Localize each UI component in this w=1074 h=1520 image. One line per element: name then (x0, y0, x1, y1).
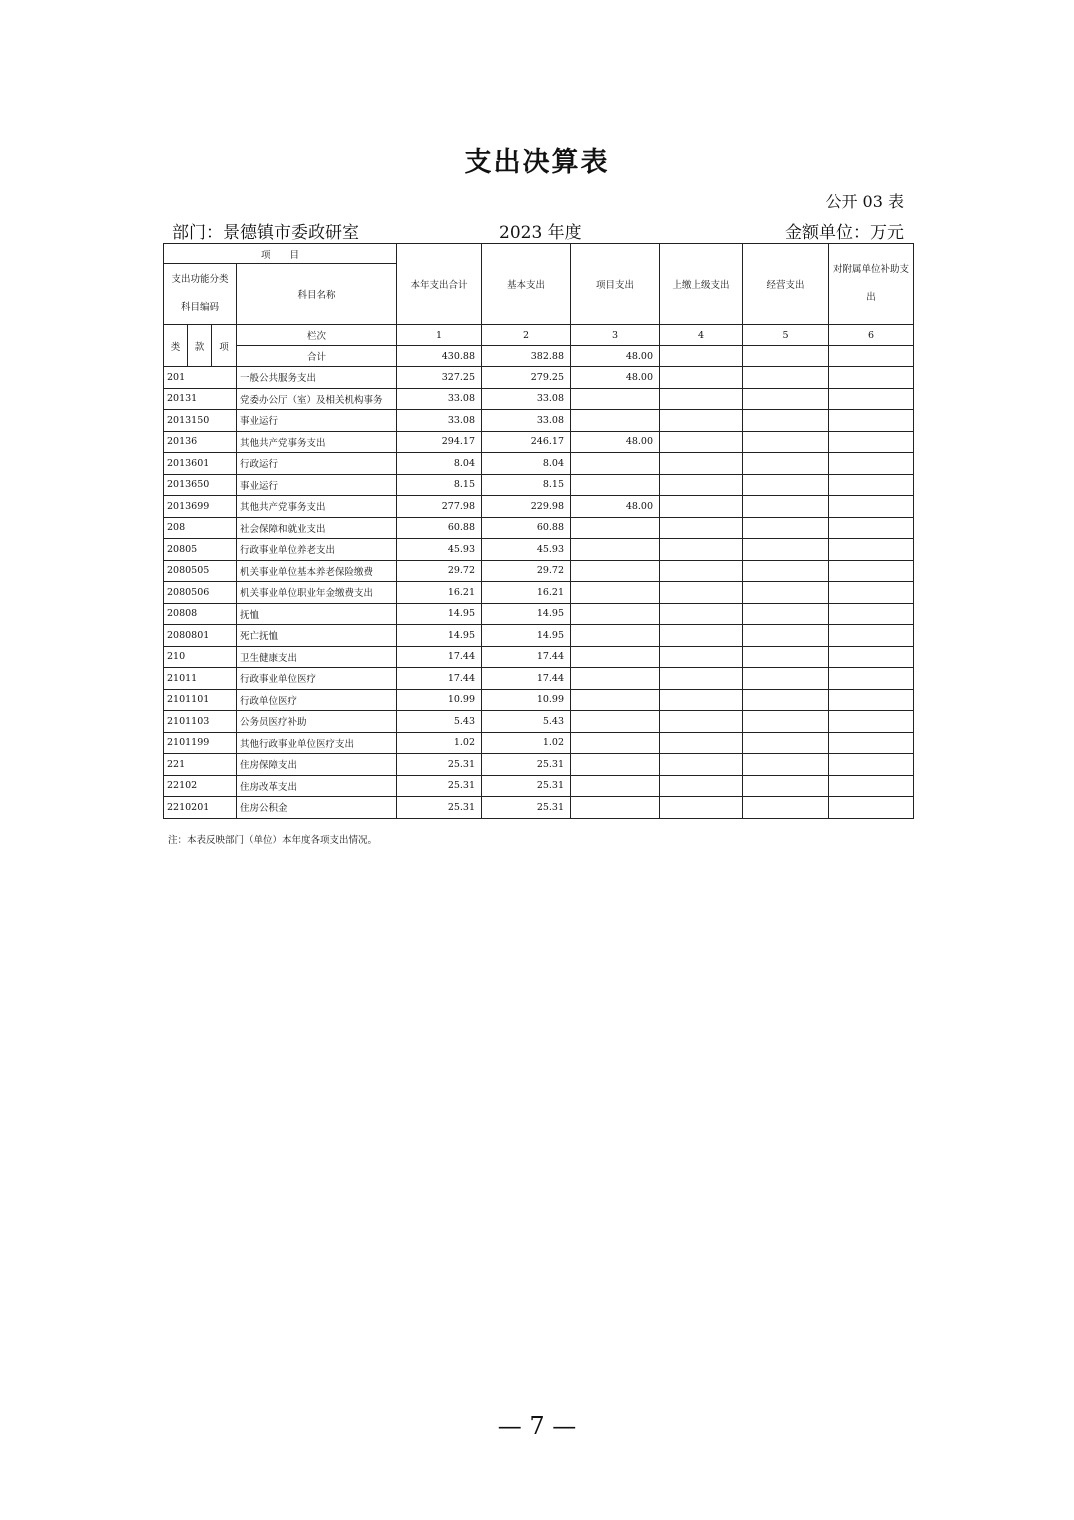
value-col-4 (660, 517, 743, 539)
value-col-2: 229.98 (482, 496, 571, 518)
value-col-3 (571, 668, 660, 690)
value-col-4 (660, 388, 743, 410)
value-col-6 (829, 496, 914, 518)
value-col-1: 25.31 (397, 797, 482, 819)
value-col-6 (829, 517, 914, 539)
total-value-3: 48.00 (571, 346, 660, 367)
value-col-2: 10.99 (482, 689, 571, 711)
subject-code: 2013150 (164, 410, 237, 432)
subject-name: 公务员医疗补助 (237, 711, 397, 733)
meta-row (172, 218, 904, 243)
value-col-1: 33.08 (397, 410, 482, 432)
unit-label: 金额单位：万元 (785, 223, 904, 243)
header-func-code: 支出功能分类科目编码 (164, 264, 237, 325)
value-col-2: 33.08 (482, 410, 571, 432)
subject-name: 党委办公厅（室）及相关机构事务 (237, 388, 397, 410)
col-num-5: 5 (743, 325, 829, 346)
subject-code: 2013650 (164, 474, 237, 496)
table-row (164, 711, 914, 733)
subject-name: 事业运行 (237, 410, 397, 432)
value-col-4 (660, 625, 743, 647)
header-col-5: 经营支出 (743, 244, 829, 325)
value-col-4 (660, 754, 743, 776)
header-kuan: 款 (188, 325, 212, 367)
value-col-5 (743, 646, 829, 668)
value-col-3 (571, 689, 660, 711)
table-row (164, 582, 914, 604)
subject-code: 201 (164, 367, 237, 389)
value-col-5 (743, 582, 829, 604)
value-col-5 (743, 711, 829, 733)
subject-code: 20131 (164, 388, 237, 410)
value-col-2: 25.31 (482, 797, 571, 819)
value-col-6 (829, 732, 914, 754)
subject-name: 行政单位医疗 (237, 689, 397, 711)
subject-code: 20805 (164, 539, 237, 561)
value-col-6 (829, 668, 914, 690)
value-col-6 (829, 711, 914, 733)
value-col-4 (660, 410, 743, 432)
subject-name: 其他共产党事务支出 (237, 431, 397, 453)
table-row (164, 797, 914, 819)
value-col-1: 16.21 (397, 582, 482, 604)
col-num-4: 4 (660, 325, 743, 346)
value-col-3 (571, 410, 660, 432)
value-col-6 (829, 410, 914, 432)
subject-code: 210 (164, 646, 237, 668)
subject-code: 208 (164, 517, 237, 539)
header-col-2: 基本支出 (482, 244, 571, 325)
table-row (164, 732, 914, 754)
subject-code: 221 (164, 754, 237, 776)
value-col-4 (660, 474, 743, 496)
value-col-1: 17.44 (397, 646, 482, 668)
header-xiang: 项 (212, 325, 237, 367)
value-col-4 (660, 646, 743, 668)
subject-code: 2080801 (164, 625, 237, 647)
col-num-3: 3 (571, 325, 660, 346)
value-col-1: 17.44 (397, 668, 482, 690)
table-note: 注：本表反映部门（单位）本年度各项支出情况。 (168, 835, 378, 846)
value-col-6 (829, 560, 914, 582)
value-col-4 (660, 775, 743, 797)
subject-code: 20136 (164, 431, 237, 453)
value-col-1: 60.88 (397, 517, 482, 539)
subject-name: 住房保障支出 (237, 754, 397, 776)
table-row (164, 474, 914, 496)
subject-name: 机关事业单位基本养老保险缴费 (237, 560, 397, 582)
header-lanci: 栏次 (237, 325, 397, 346)
value-col-1: 25.31 (397, 775, 482, 797)
table-row (164, 646, 914, 668)
value-col-1: 45.93 (397, 539, 482, 561)
value-col-6 (829, 603, 914, 625)
value-col-5 (743, 367, 829, 389)
col-num-1: 1 (397, 325, 482, 346)
header-subject-name: 科目名称 (237, 264, 397, 325)
subject-name: 住房公积金 (237, 797, 397, 819)
table-row (164, 431, 914, 453)
value-col-6 (829, 539, 914, 561)
table-row (164, 539, 914, 561)
value-col-1: 1.02 (397, 732, 482, 754)
header-col-6: 对附属单位补助支出 (829, 244, 914, 325)
value-col-5 (743, 625, 829, 647)
value-col-5 (743, 668, 829, 690)
subject-name: 机关事业单位职业年金缴费支出 (237, 582, 397, 604)
value-col-3 (571, 560, 660, 582)
value-col-5 (743, 754, 829, 776)
value-col-4 (660, 453, 743, 475)
subject-name: 死亡抚恤 (237, 625, 397, 647)
value-col-6 (829, 754, 914, 776)
subject-code: 22102 (164, 775, 237, 797)
value-col-6 (829, 625, 914, 647)
value-col-6 (829, 474, 914, 496)
value-col-6 (829, 775, 914, 797)
value-col-2: 17.44 (482, 646, 571, 668)
value-col-3 (571, 603, 660, 625)
value-col-4 (660, 603, 743, 625)
total-value-6 (829, 346, 914, 367)
value-col-2: 29.72 (482, 560, 571, 582)
value-col-3 (571, 517, 660, 539)
subject-code: 2013601 (164, 453, 237, 475)
value-col-4 (660, 711, 743, 733)
value-col-6 (829, 388, 914, 410)
value-col-1: 327.25 (397, 367, 482, 389)
subject-code: 2101101 (164, 689, 237, 711)
table-row (164, 367, 914, 389)
value-col-6 (829, 646, 914, 668)
value-col-5 (743, 775, 829, 797)
table-row (164, 388, 914, 410)
value-col-3: 48.00 (571, 367, 660, 389)
table-row (164, 625, 914, 647)
value-col-2: 25.31 (482, 775, 571, 797)
col-num-2: 2 (482, 325, 571, 346)
value-col-6 (829, 453, 914, 475)
subject-name: 一般公共服务支出 (237, 367, 397, 389)
value-col-4 (660, 496, 743, 518)
value-col-3 (571, 453, 660, 475)
value-col-5 (743, 453, 829, 475)
total-value-5 (743, 346, 829, 367)
value-col-2: 279.25 (482, 367, 571, 389)
subject-code: 2080505 (164, 560, 237, 582)
page-title: 支出决算表 (464, 147, 610, 178)
value-col-1: 25.31 (397, 754, 482, 776)
subject-name: 住房改革支出 (237, 775, 397, 797)
subject-code: 2101103 (164, 711, 237, 733)
value-col-2: 45.93 (482, 539, 571, 561)
value-col-3 (571, 582, 660, 604)
value-col-1: 8.04 (397, 453, 482, 475)
value-col-6 (829, 367, 914, 389)
value-col-5 (743, 474, 829, 496)
value-col-4 (660, 668, 743, 690)
value-col-3 (571, 625, 660, 647)
value-col-5 (743, 431, 829, 453)
value-col-2: 1.02 (482, 732, 571, 754)
table-row (164, 496, 914, 518)
value-col-2: 246.17 (482, 431, 571, 453)
value-col-3 (571, 474, 660, 496)
subject-name: 行政事业单位医疗 (237, 668, 397, 690)
subject-code: 2080506 (164, 582, 237, 604)
value-col-1: 33.08 (397, 388, 482, 410)
header-xiangmu: 项 目 (164, 244, 397, 264)
subject-name: 抚恤 (237, 603, 397, 625)
value-col-5 (743, 732, 829, 754)
total-value-1: 430.88 (397, 346, 482, 367)
value-col-2: 5.43 (482, 711, 571, 733)
table-row (164, 560, 914, 582)
value-col-1: 14.95 (397, 625, 482, 647)
value-col-3 (571, 539, 660, 561)
value-col-3 (571, 732, 660, 754)
value-col-5 (743, 560, 829, 582)
value-col-5 (743, 797, 829, 819)
expenditure-table (163, 243, 914, 819)
value-col-4 (660, 560, 743, 582)
value-col-2: 14.95 (482, 625, 571, 647)
subject-name: 行政运行 (237, 453, 397, 475)
subject-name: 事业运行 (237, 474, 397, 496)
value-col-3 (571, 754, 660, 776)
value-col-5 (743, 410, 829, 432)
form-number: 公开 03 表 (825, 192, 904, 211)
value-col-1: 5.43 (397, 711, 482, 733)
total-label: 合计 (237, 346, 397, 367)
value-col-6 (829, 431, 914, 453)
table-row (164, 603, 914, 625)
table-row (164, 668, 914, 690)
subject-code: 20808 (164, 603, 237, 625)
table-row (164, 754, 914, 776)
value-col-1: 14.95 (397, 603, 482, 625)
value-col-6 (829, 689, 914, 711)
value-col-3: 48.00 (571, 496, 660, 518)
value-col-4 (660, 431, 743, 453)
value-col-4 (660, 732, 743, 754)
total-value-4 (660, 346, 743, 367)
value-col-2: 60.88 (482, 517, 571, 539)
value-col-4 (660, 582, 743, 604)
value-col-3: 48.00 (571, 431, 660, 453)
department-label: 部门：景德镇市委政研室 (172, 223, 359, 243)
subject-code: 21011 (164, 668, 237, 690)
table-row (164, 410, 914, 432)
subject-name: 卫生健康支出 (237, 646, 397, 668)
value-col-3 (571, 388, 660, 410)
value-col-5 (743, 388, 829, 410)
value-col-5 (743, 539, 829, 561)
table-row (164, 689, 914, 711)
header-lei: 类 (164, 325, 188, 367)
value-col-4 (660, 797, 743, 819)
value-col-1: 10.99 (397, 689, 482, 711)
subject-name: 其他行政事业单位医疗支出 (237, 732, 397, 754)
year-label: 2023 年度 (499, 223, 582, 243)
value-col-5 (743, 689, 829, 711)
page-number: — 7 — (497, 1412, 577, 1440)
value-col-3 (571, 646, 660, 668)
header-col-4: 上缴上级支出 (660, 244, 743, 325)
value-col-5 (743, 603, 829, 625)
subject-name: 社会保障和就业支出 (237, 517, 397, 539)
value-col-2: 16.21 (482, 582, 571, 604)
col-num-6: 6 (829, 325, 914, 346)
total-value-2: 382.88 (482, 346, 571, 367)
subject-name: 其他共产党事务支出 (237, 496, 397, 518)
value-col-2: 25.31 (482, 754, 571, 776)
subject-code: 2210201 (164, 797, 237, 819)
subject-code: 2101199 (164, 732, 237, 754)
value-col-2: 8.15 (482, 474, 571, 496)
value-col-3 (571, 775, 660, 797)
value-col-2: 14.95 (482, 603, 571, 625)
header-col-1: 本年支出合计 (397, 244, 482, 325)
value-col-6 (829, 797, 914, 819)
header-col-3: 项目支出 (571, 244, 660, 325)
value-col-2: 8.04 (482, 453, 571, 475)
value-col-1: 8.15 (397, 474, 482, 496)
table-row (164, 517, 914, 539)
value-col-2: 33.08 (482, 388, 571, 410)
value-col-1: 277.98 (397, 496, 482, 518)
table-row (164, 453, 914, 475)
value-col-2: 17.44 (482, 668, 571, 690)
value-col-6 (829, 582, 914, 604)
value-col-5 (743, 517, 829, 539)
value-col-3 (571, 797, 660, 819)
value-col-4 (660, 689, 743, 711)
subject-name: 行政事业单位养老支出 (237, 539, 397, 561)
value-col-4 (660, 539, 743, 561)
value-col-4 (660, 367, 743, 389)
value-col-3 (571, 711, 660, 733)
table-row (164, 775, 914, 797)
subject-code: 2013699 (164, 496, 237, 518)
value-col-1: 294.17 (397, 431, 482, 453)
value-col-5 (743, 496, 829, 518)
value-col-1: 29.72 (397, 560, 482, 582)
